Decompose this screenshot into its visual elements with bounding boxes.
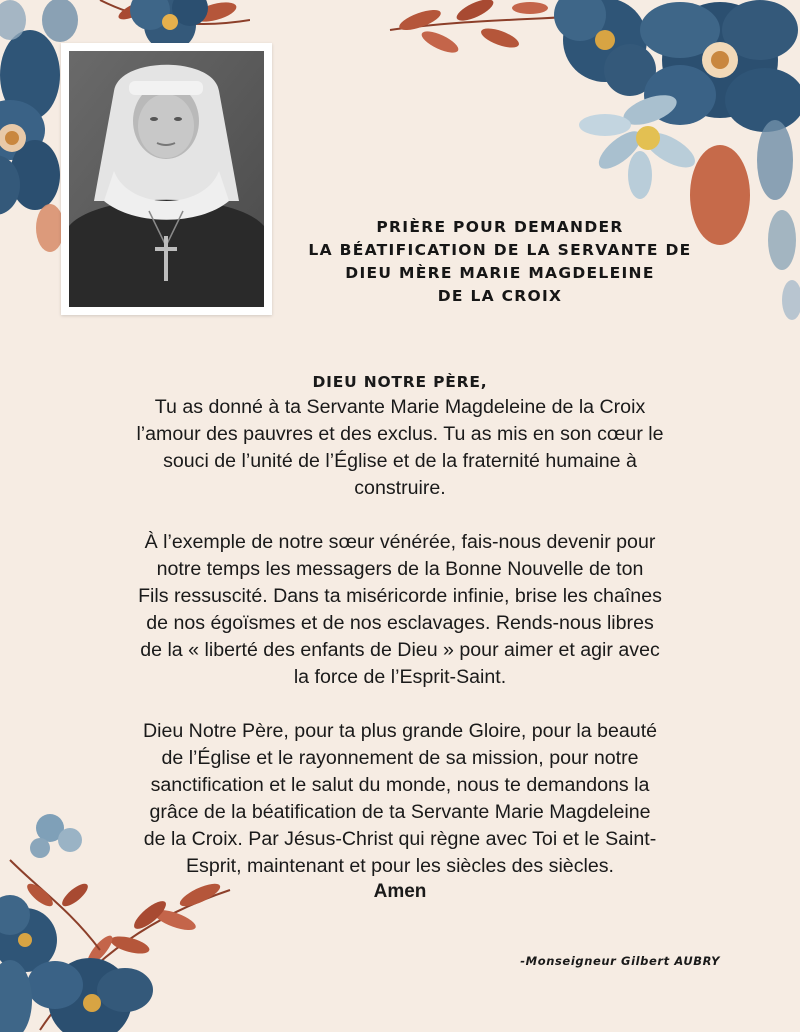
leaf-icon <box>768 210 796 270</box>
text-line: À l’exemple de notre sœur vénérée, fais-nous devenir pour <box>144 531 656 553</box>
prayer-title <box>270 216 730 308</box>
text-line: de la Croix. Par Jésus-Christ qui règne avec Toi et le Saint- <box>143 828 657 850</box>
text-line: l’amour des pauvres et des exclus. Tu as mis en son cœur le <box>136 423 664 445</box>
blue-flower-icon <box>0 30 60 215</box>
title-line: DIEU MÈRE MARIE MAGDELEINE <box>345 264 655 282</box>
text-line: notre temps les messagers de la Bonne Nouvelle de ton <box>156 558 644 580</box>
text-line: la force de l’Esprit-Saint. <box>293 666 507 688</box>
text-line: de l’Église et le rayonnement de sa mission, pour notre <box>161 747 639 769</box>
text-line: construire. <box>354 477 446 499</box>
text-line: Tu as donné à ta Servante Marie Magdeleine de la Croix <box>154 396 646 418</box>
title-line: PRIÈRE POUR DEMANDER <box>376 218 624 236</box>
text-line: de la « liberté des enfants de Dieu » pour aimer et agir avec <box>140 639 660 661</box>
leaf-icon <box>36 204 64 252</box>
text-line: Esprit, maintenant et pour les siècles des siècles. <box>185 855 614 877</box>
leaf-icon <box>782 280 800 320</box>
portrait-photo <box>61 43 272 315</box>
paragraph-1 <box>60 394 740 502</box>
text-line: de nos égoïsmes et de nos esclavages. Rends-nous libres <box>146 612 654 634</box>
text-line: Dieu Notre Père, pour ta plus grande Gloire, pour la beauté <box>142 720 658 742</box>
signature: -Monseigneur Gilbert AUBRY <box>520 954 720 968</box>
text-line: grâce de la béatification de ta Servante Marie Magdeleine <box>149 801 651 823</box>
paragraph-3 <box>60 718 740 880</box>
paragraph-2 <box>60 529 740 691</box>
title-line: DE LA CROIX <box>437 287 563 305</box>
blue-flower-icon <box>554 0 656 96</box>
amen: Amen <box>373 881 427 902</box>
leaf-icon <box>42 0 78 42</box>
title-line: LA BÉATIFICATION DE LA SERVANTE DE <box>308 241 692 259</box>
text-line: sanctification et le salut du monde, nous te demandons la <box>150 774 650 796</box>
prayer-text <box>60 370 740 904</box>
nun-portrait-image <box>69 51 264 307</box>
prayer-heading: DIEU NOTRE PÈRE, <box>312 373 488 391</box>
text-line: Fils ressuscité. Dans ta miséricorde infinie, brise les chaînes <box>138 585 662 607</box>
leaf-icon <box>757 120 793 200</box>
text-line: souci de l’unité de l’Église et de la fraternité humaine à <box>163 450 637 472</box>
